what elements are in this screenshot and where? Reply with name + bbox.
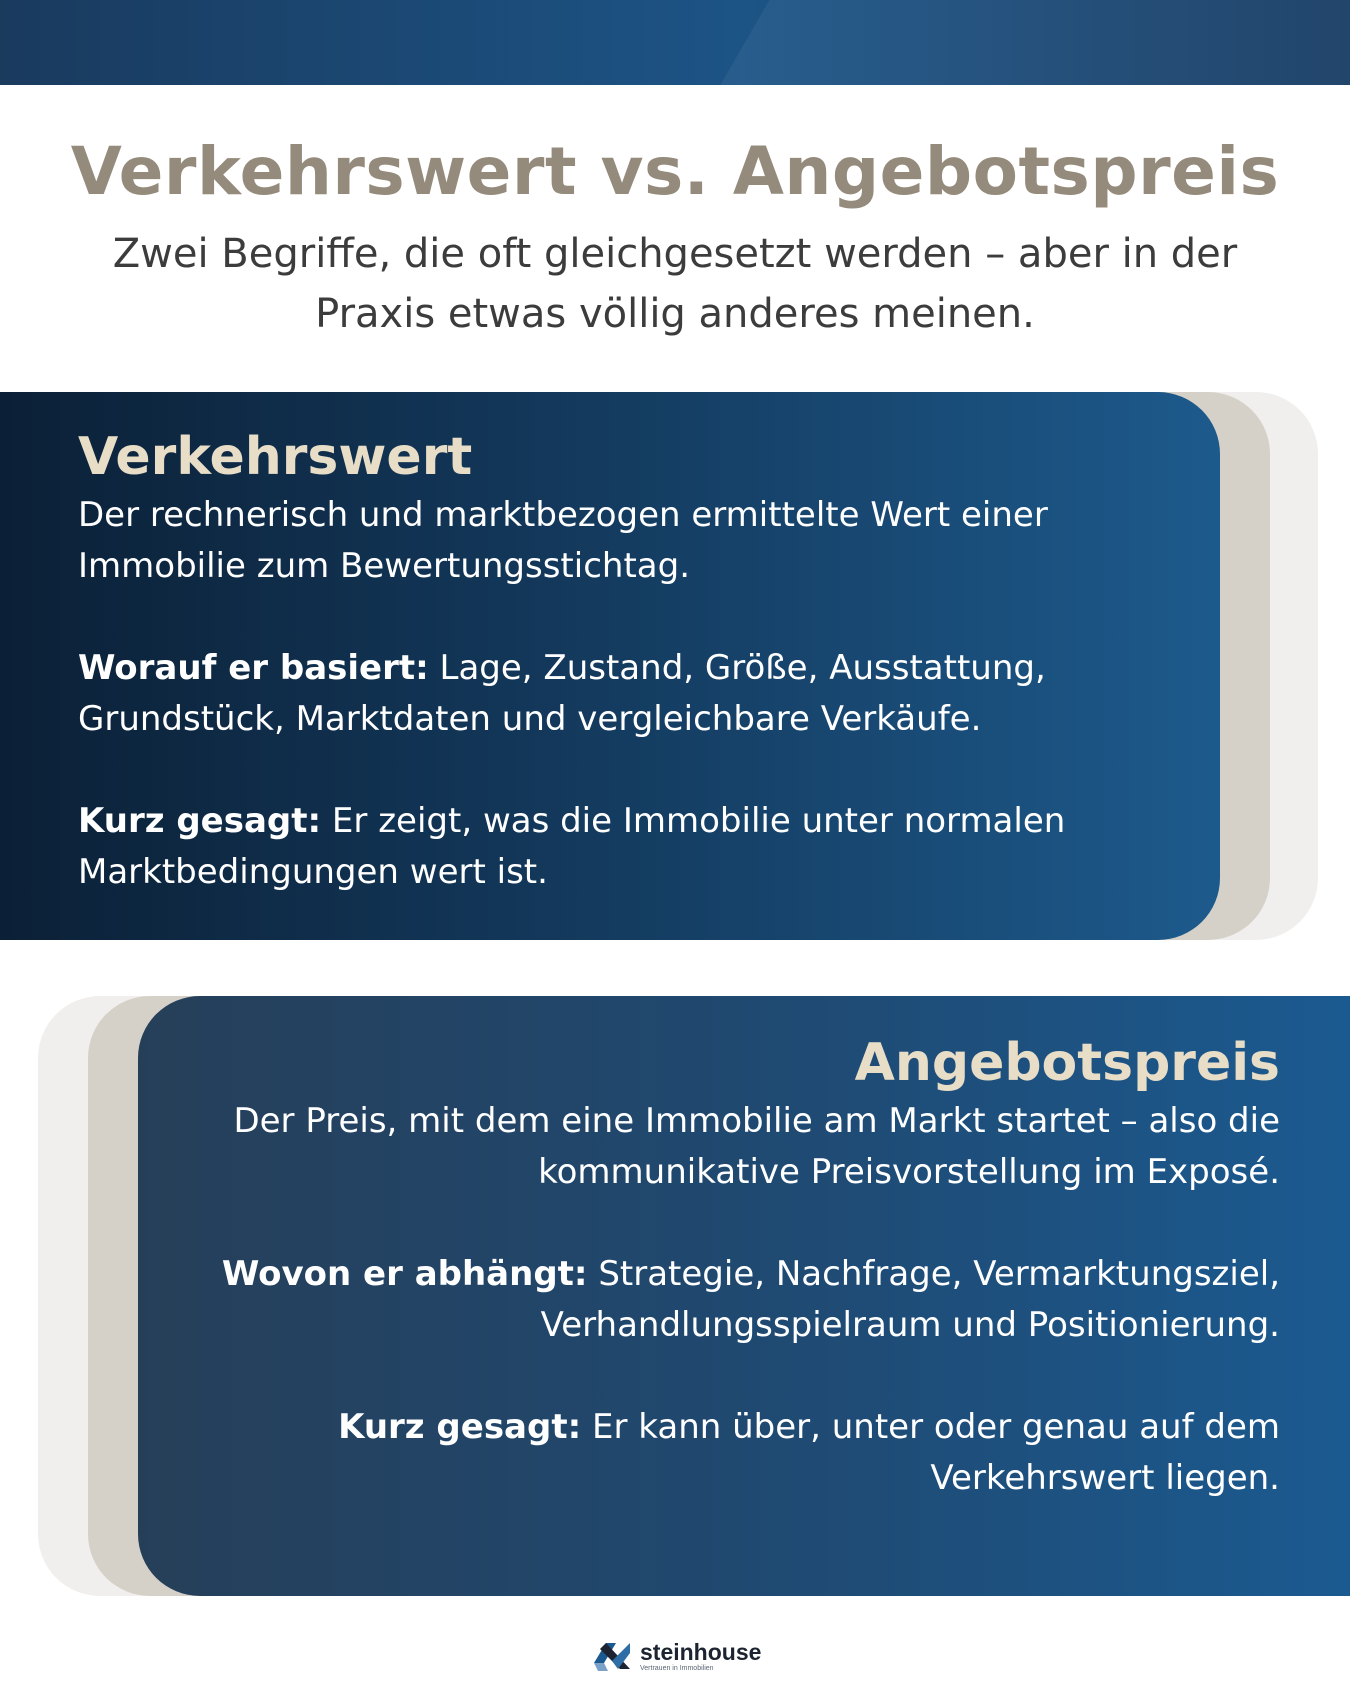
header — [0, 130, 1350, 344]
card-title: Verkehrswert — [78, 427, 473, 487]
card-depends — [198, 1249, 1280, 1351]
card-title: Angebotspreis — [854, 1033, 1280, 1093]
card-summary — [78, 796, 1160, 898]
depends-text: Strategie, Nachfrage, Vermarktungsziel, Verhandlungsspielraum und Positionierung. — [540, 1254, 1280, 1345]
logo-mark-icon — [592, 1639, 632, 1673]
brand-logo — [592, 1638, 761, 1674]
angebotspreis-card — [138, 996, 1350, 1596]
page-title: Verkehrswert vs. Angebotspreis — [70, 133, 1280, 210]
page-subtitle: Zwei Begriffe, die oft gleichgesetzt werden – aber in der Praxis etwas völlig anderes meinen. — [112, 231, 1238, 337]
summary-text: Er kann über, unter oder genau auf dem Verkehrswert liegen. — [581, 1407, 1280, 1498]
brand-tagline: Vertrauen in Immobilien — [640, 1664, 714, 1672]
brand-name: steinhouse — [640, 1638, 762, 1665]
card-definition: Der Preis, mit dem eine Immobilie am Markt startet – also die kommunikative Preisvorstellung im Exposé. — [233, 1101, 1280, 1192]
card-summary — [198, 1402, 1280, 1504]
verkehrswert-card — [0, 392, 1220, 940]
top-banner — [0, 0, 1350, 85]
basis-label: Worauf er basiert: — [78, 648, 429, 688]
summary-label: Kurz gesagt: — [78, 801, 322, 841]
summary-label: Kurz gesagt: — [338, 1407, 582, 1447]
depends-label: Wovon er abhängt: — [221, 1254, 588, 1294]
card-definition: Der rechnerisch und marktbezogen ermittelte Wert einer Immobilie zum Bewertungsstichtag. — [78, 495, 1048, 586]
summary-text: Er zeigt, was die Immobilie unter normalen Marktbedingungen wert ist. — [78, 801, 1066, 892]
card-basis — [78, 643, 1160, 745]
basis-text: Lage, Zustand, Größe, Ausstattung, Grundstück, Marktdaten und vergleichbare Verkäufe. — [78, 648, 1046, 739]
